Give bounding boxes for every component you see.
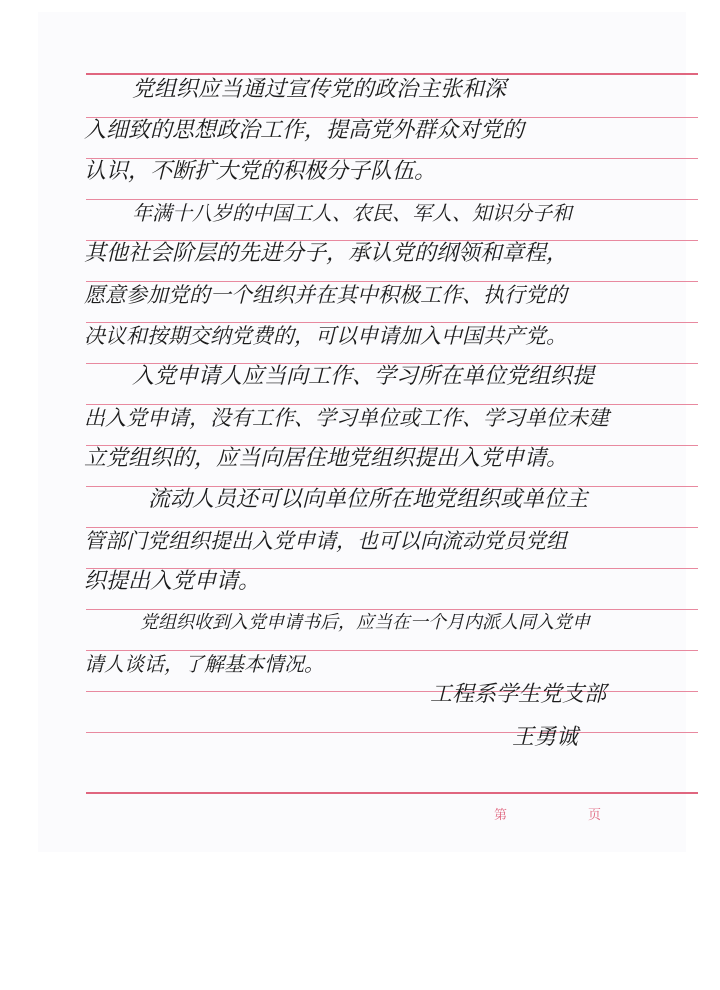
rule-line-top — [86, 73, 698, 75]
text-line: 流动人员还可以向单位所在地党组织或单位主 — [148, 487, 589, 512]
page-label-suffix: 页 — [588, 808, 602, 823]
text-line: 织提出入党申请。 — [84, 569, 261, 594]
signature-name: 王勇诚 — [512, 725, 579, 750]
text-line: 出入党申请，没有工作、学习单位或工作、学习单位未建 — [84, 406, 609, 430]
text-line: 认识，不断扩大党的积极分子队伍。 — [84, 159, 437, 184]
text-line: 党组织应当通过宣传党的政治主张和深 — [132, 77, 507, 102]
text-line: 年满十八岁的中国工人、农民、军人、知识分子和 — [132, 201, 572, 225]
text-line: 决议和按期交纳党费的，可以申请加入中国共产党。 — [84, 324, 567, 348]
text-line: 党组织收到入党申请书后，应当在一个月内派人同入党申 — [140, 612, 590, 633]
text-line: 入细致的思想政治工作，提高党外群众对党的 — [84, 118, 525, 143]
text-line: 立党组织的，应当向居住地党组织提出入党申请。 — [84, 446, 569, 471]
text-line: 请人谈话，了解基本情况。 — [84, 652, 324, 676]
text-line: 管部门党组织提出入党申请，也可以向流动党员党组 — [84, 529, 567, 553]
signature-org: 工程系学生党支部 — [430, 682, 607, 707]
text-line: 其他社会阶层的先进分子，承认党的纲领和章程， — [84, 241, 569, 266]
page-label-prefix: 第 — [494, 808, 508, 823]
rule-line — [86, 732, 698, 733]
rule-line — [86, 691, 698, 692]
text-line: 愿意参加党的一个组织并在其中积极工作、执行党的 — [84, 283, 567, 307]
text-line: 入党申请人应当向工作、学习所在单位党组织提 — [132, 364, 595, 389]
rule-line-bottom — [86, 792, 698, 794]
